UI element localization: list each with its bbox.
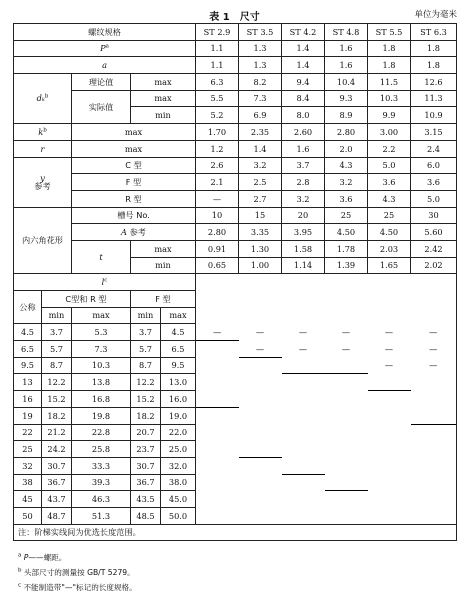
value-cell: 30: [411, 207, 457, 224]
mark-cell: [368, 407, 411, 424]
footnote-a: $^a$ P——螺距。: [18, 552, 67, 562]
value-cell: 2.80: [196, 224, 239, 241]
value-cell: 51.3: [72, 507, 131, 524]
mark-cell: [282, 407, 325, 424]
value-cell: 8.2: [239, 74, 282, 91]
mark-cell: [239, 491, 282, 508]
row-dk-max: [14, 90, 457, 107]
row-dk-theory: [14, 74, 457, 91]
value-cell: 3.2: [239, 157, 282, 174]
hex-t-label: t: [72, 240, 131, 273]
mark-cell: [411, 457, 457, 474]
nominal-cell: 50: [14, 507, 42, 524]
value-cell: 1.1: [196, 40, 239, 57]
value-cell: 6.5: [161, 341, 196, 358]
value-cell: 3.2: [325, 174, 368, 191]
value-cell: 33.3: [72, 457, 131, 474]
nominal-cell: 9.5: [14, 357, 42, 374]
mark-cell: [239, 441, 282, 458]
mark-cell: [239, 391, 282, 408]
length-row: [14, 441, 457, 458]
value-cell: 1.8: [368, 40, 411, 57]
mark-cell: [325, 424, 368, 441]
nominal-cell: 16: [14, 391, 42, 408]
mark-cell: —: [411, 341, 457, 358]
max-label: max: [72, 307, 131, 324]
value-cell: 20.7: [131, 424, 161, 441]
k-label: $k^b$: [14, 124, 72, 141]
mark-cell: [196, 457, 239, 474]
value-cell: 48.5: [131, 507, 161, 524]
value-cell: 3.7: [42, 324, 72, 341]
value-cell: 12.2: [42, 374, 72, 391]
length-row: [14, 491, 457, 508]
y-c-label: C 型: [72, 157, 196, 174]
nominal-cell: 4.5: [14, 324, 42, 341]
mark-cell: [282, 457, 325, 474]
mark-cell: —: [411, 357, 457, 374]
mark-cell: [196, 507, 239, 524]
y-f-label: F 型: [72, 174, 196, 191]
mark-cell: [196, 491, 239, 508]
hex-label: 内六角花形: [14, 207, 72, 274]
note-row: [14, 524, 457, 541]
footnotes: [18, 550, 137, 595]
row-k: [14, 124, 457, 141]
mark-cell: [368, 457, 411, 474]
mark-cell: —: [384, 327, 394, 338]
mark-cell: [239, 457, 282, 474]
mark-cell: —: [411, 324, 457, 341]
length-row: [14, 341, 457, 358]
mark-cell: [282, 424, 325, 441]
mark-cell: [196, 474, 239, 491]
mark-cell: [282, 474, 325, 491]
unit-note: 单位为毫米: [414, 10, 457, 20]
mark-cell: [325, 441, 368, 458]
value-cell: 2.7: [239, 190, 282, 207]
length-row: [14, 507, 457, 524]
value-cell: 12.6: [411, 74, 457, 91]
footnote-c: $^c$ 不能制造带"—"标记的长度规格。: [18, 582, 137, 592]
value-cell: 3.6: [368, 174, 411, 191]
value-cell: 36.7: [42, 474, 72, 491]
size-header: ST 2.9: [196, 24, 239, 41]
value-cell: 43.5: [131, 491, 161, 508]
value-cell: 7.3: [72, 341, 131, 358]
value-cell: 16.8: [72, 391, 131, 408]
value-cell: 3.7: [131, 324, 161, 341]
value-cell: 4.3: [325, 157, 368, 174]
row-y-r: [14, 190, 457, 207]
value-cell: 3.15: [411, 124, 457, 141]
value-cell: 25.8: [72, 441, 131, 458]
mark-cell: [325, 374, 368, 391]
mark-cell: [239, 424, 282, 441]
mark-cell: [239, 407, 282, 424]
value-cell: 38.0: [161, 474, 196, 491]
value-cell: 15.2: [42, 391, 72, 408]
value-cell: 21.2: [42, 424, 72, 441]
mark-cell: [196, 441, 239, 458]
mark-cell: [325, 407, 368, 424]
mark-cell: [368, 441, 411, 458]
value-cell: 19.0: [161, 407, 196, 424]
value-cell: 10.9: [411, 107, 457, 124]
mark-cell: [239, 474, 282, 491]
value-cell: 10.3: [72, 357, 131, 374]
mark-cell: —: [298, 327, 308, 338]
mark-cell: —: [255, 327, 265, 338]
value-cell: 25: [368, 207, 411, 224]
value-cell: 1.2: [196, 140, 239, 157]
f-type-label: F 型: [131, 291, 196, 308]
value-cell: 1.00: [239, 257, 282, 274]
value-cell: 11.5: [368, 74, 411, 91]
value-cell: 48.7: [42, 507, 72, 524]
value-cell: 2.42: [411, 240, 457, 257]
value-cell: 22.0: [161, 424, 196, 441]
mark-cell: [196, 407, 239, 424]
value-cell: 10: [196, 207, 239, 224]
min-label: min: [42, 307, 72, 324]
value-cell: 2.4: [411, 140, 457, 157]
value-cell: 32.0: [161, 457, 196, 474]
value-cell: 8.0: [282, 107, 325, 124]
mark-cell: [368, 507, 411, 524]
size-header: ST 5.5: [368, 24, 411, 41]
footnote-a-text: ——螺距。: [28, 553, 67, 562]
value-cell: 22.8: [72, 424, 131, 441]
mark-cell: —: [384, 360, 394, 371]
min-label: min: [131, 307, 161, 324]
value-cell: 1.30: [239, 240, 282, 257]
value-cell: 2.35: [239, 124, 282, 141]
value-cell: 16.0: [161, 391, 196, 408]
value-cell: —: [196, 190, 239, 207]
value-cell: 2.0: [325, 140, 368, 157]
value-cell: 24.2: [42, 441, 72, 458]
row-y-c: [14, 157, 457, 174]
size-header: ST 4.2: [282, 24, 325, 41]
header-row: [14, 24, 457, 41]
value-cell: 18.2: [42, 407, 72, 424]
value-cell: 2.60: [282, 124, 325, 141]
value-cell: 3.6: [411, 174, 457, 191]
value-cell: 6.0: [411, 157, 457, 174]
mark-cell: [282, 441, 325, 458]
row-y-f: [14, 174, 457, 191]
r-label: r: [14, 140, 72, 157]
y-label: y 参考: [14, 157, 72, 207]
value-cell: 30.7: [131, 457, 161, 474]
size-header: ST 6.3: [411, 24, 457, 41]
mark-cell: [239, 507, 282, 524]
row-r: [14, 140, 457, 157]
value-cell: 11.3: [411, 90, 457, 107]
mark-cell: [368, 491, 411, 508]
value-cell: 3.2: [282, 190, 325, 207]
value-cell: 1.78: [325, 240, 368, 257]
nominal-cell: 19: [14, 407, 42, 424]
max-label: max: [161, 307, 196, 324]
nominal-cell: 13: [14, 374, 42, 391]
nominal-label: 公称: [14, 291, 42, 324]
mark-cell: —: [298, 343, 308, 354]
row-hex-tmax: [14, 240, 457, 257]
mark-cell: —: [341, 343, 351, 354]
value-cell: 6.3: [196, 74, 239, 91]
value-cell: 5.2: [196, 107, 239, 124]
hex-a-label: A 参考: [72, 224, 196, 241]
y-r-label: R 型: [72, 190, 196, 207]
value-cell: 8.9: [325, 107, 368, 124]
k-sub: max: [72, 124, 196, 141]
length-row: [14, 474, 457, 491]
value-cell: 5.0: [411, 190, 457, 207]
length-row: [14, 424, 457, 441]
value-cell: 1.4: [282, 57, 325, 74]
value-cell: 5.5: [196, 90, 239, 107]
value-cell: 3.00: [368, 124, 411, 141]
row-hex-a: [14, 224, 457, 241]
mark-cell: [325, 457, 368, 474]
mark-cell: [411, 424, 457, 441]
value-cell: 1.1: [196, 57, 239, 74]
value-cell: 1.65: [368, 257, 411, 274]
length-row: [14, 324, 457, 341]
nominal-cell: 22: [14, 424, 42, 441]
value-cell: 46.3: [72, 491, 131, 508]
value-cell: 1.8: [411, 57, 457, 74]
footnote-b: $^b$ 头部尺寸的测量按 GB/T 5279。: [18, 567, 135, 577]
mark-cell: [325, 507, 368, 524]
mark-cell: —: [384, 343, 394, 354]
value-cell: 25: [325, 207, 368, 224]
table-title: 表 1 尺寸: [209, 12, 260, 23]
mark-cell: [282, 374, 325, 391]
value-cell: 1.14: [282, 257, 325, 274]
length-row: [14, 391, 457, 408]
value-cell: 2.6: [196, 157, 239, 174]
value-cell: 1.4: [282, 40, 325, 57]
value-cell: 25.0: [161, 441, 196, 458]
mark-cell: [282, 357, 325, 374]
value-cell: 1.6: [325, 40, 368, 57]
size-header: ST 4.8: [325, 24, 368, 41]
value-cell: 1.3: [239, 40, 282, 57]
preferred-range-note: 注：阶梯实线间为优选长度范围。: [14, 524, 457, 541]
value-cell: 13.8: [72, 374, 131, 391]
value-cell: 2.1: [196, 174, 239, 191]
mark-cell: [325, 474, 368, 491]
value-cell: 23.7: [131, 441, 161, 458]
mark-cell: [325, 357, 368, 374]
nominal-cell: 32: [14, 457, 42, 474]
mark-cell: [411, 491, 457, 508]
value-cell: 10.3: [368, 90, 411, 107]
value-cell: 9.3: [325, 90, 368, 107]
mark-cell: [239, 357, 282, 374]
value-cell: 3.7: [282, 157, 325, 174]
hex-no-label: 槽号 No.: [72, 207, 196, 224]
nominal-cell: 38: [14, 474, 42, 491]
mark-cell: [411, 407, 457, 424]
mark-cell: [411, 474, 457, 491]
dk-actual-label: 实际值: [72, 90, 131, 123]
mark-cell: [239, 374, 282, 391]
value-cell: 8.7: [131, 357, 161, 374]
value-cell: 1.39: [325, 257, 368, 274]
value-cell: 4.50: [325, 224, 368, 241]
length-blank: [196, 274, 457, 324]
value-cell: 2.02: [411, 257, 457, 274]
value-cell: 12.2: [131, 374, 161, 391]
mark-cell: [196, 424, 239, 441]
mark-cell: [282, 391, 325, 408]
value-cell: 2.03: [368, 240, 411, 257]
mark-cell: [368, 474, 411, 491]
table-body: [14, 24, 457, 541]
value-cell: 4.5: [161, 324, 196, 341]
value-cell: 5.7: [42, 341, 72, 358]
length-row: [14, 357, 457, 374]
mark-cell: [282, 491, 325, 508]
value-cell: 50.0: [161, 507, 196, 524]
mark-cell: [325, 391, 368, 408]
value-cell: 1.4: [239, 140, 282, 157]
value-cell: 13.0: [161, 374, 196, 391]
mark-cell: —: [255, 343, 265, 354]
value-cell: 9.5: [161, 357, 196, 374]
value-cell: 36.7: [131, 474, 161, 491]
value-cell: 6.9: [239, 107, 282, 124]
dk-actual-min: min: [131, 107, 196, 124]
size-header: ST 3.5: [239, 24, 282, 41]
dimension-table: [13, 23, 457, 541]
mark-cell: —: [196, 324, 239, 341]
cr-type-label: C型和 R 型: [42, 291, 131, 308]
value-cell: 30.7: [42, 457, 72, 474]
value-cell: 5.0: [368, 157, 411, 174]
value-cell: 20: [282, 207, 325, 224]
mark-cell: [368, 391, 411, 408]
length-row: [14, 457, 457, 474]
value-cell: 5.7: [131, 341, 161, 358]
value-cell: 10.4: [325, 74, 368, 91]
value-cell: 45.0: [161, 491, 196, 508]
hex-t-min: min: [131, 257, 196, 274]
value-cell: 1.6: [325, 57, 368, 74]
value-cell: 9.9: [368, 107, 411, 124]
value-cell: 5.60: [411, 224, 457, 241]
value-cell: 19.8: [72, 407, 131, 424]
value-cell: 18.2: [131, 407, 161, 424]
value-cell: 9.4: [282, 74, 325, 91]
value-cell: 0.91: [196, 240, 239, 257]
value-cell: 15: [239, 207, 282, 224]
r-sub: max: [72, 140, 196, 157]
mark-cell: [368, 424, 411, 441]
length-row: [14, 407, 457, 424]
dk-label: dₖ$^b$: [14, 74, 72, 124]
value-cell: 1.6: [282, 140, 325, 157]
mark-cell: [411, 441, 457, 458]
mark-cell: [411, 391, 457, 408]
value-cell: 2.80: [325, 124, 368, 141]
mark-cell: [368, 374, 411, 391]
pitch-label: $P^a$: [14, 40, 196, 57]
value-cell: 1.70: [196, 124, 239, 141]
value-cell: 15.2: [131, 391, 161, 408]
value-cell: 4.50: [368, 224, 411, 241]
value-cell: 4.3: [368, 190, 411, 207]
value-cell: 1.8: [411, 40, 457, 57]
value-cell: 43.7: [42, 491, 72, 508]
length-row: [14, 374, 457, 391]
value-cell: 8.4: [282, 90, 325, 107]
value-cell: 2.8: [282, 174, 325, 191]
row-hex-no: [14, 207, 457, 224]
row-a: [14, 57, 457, 74]
length-label: $l^c$: [14, 274, 196, 291]
value-cell: 7.3: [239, 90, 282, 107]
value-cell: 1.8: [368, 57, 411, 74]
length-header-row: [14, 274, 457, 291]
mark-cell: [411, 507, 457, 524]
value-cell: 8.7: [42, 357, 72, 374]
mark-cell: —: [341, 327, 351, 338]
nominal-cell: 45: [14, 491, 42, 508]
value-cell: 2.2: [368, 140, 411, 157]
mark-cell: [196, 374, 239, 391]
mark-cell: [411, 374, 457, 391]
dk-actual-max: max: [131, 90, 196, 107]
value-cell: 5.3: [72, 324, 131, 341]
value-cell: 3.95: [282, 224, 325, 241]
mark-cell: [282, 507, 325, 524]
mark-cell: [196, 341, 239, 358]
a-label: a: [14, 57, 196, 74]
mark-cell: [196, 391, 239, 408]
nominal-cell: 6.5: [14, 341, 42, 358]
value-cell: 3.6: [325, 190, 368, 207]
value-cell: 2.5: [239, 174, 282, 191]
value-cell: 3.35: [239, 224, 282, 241]
mark-cell: [325, 491, 368, 508]
value-cell: 0.65: [196, 257, 239, 274]
value-cell: 39.3: [72, 474, 131, 491]
value-cell: 1.3: [239, 57, 282, 74]
nominal-cell: 25: [14, 441, 42, 458]
value-cell: 1.58: [282, 240, 325, 257]
dk-theory-label: 理论值: [72, 74, 131, 91]
row-P: [14, 40, 457, 57]
hex-t-max: max: [131, 240, 196, 257]
mark-cell: [196, 357, 239, 374]
dk-theory-sub: max: [131, 74, 196, 91]
thread-spec-header: 螺纹规格: [14, 24, 196, 41]
